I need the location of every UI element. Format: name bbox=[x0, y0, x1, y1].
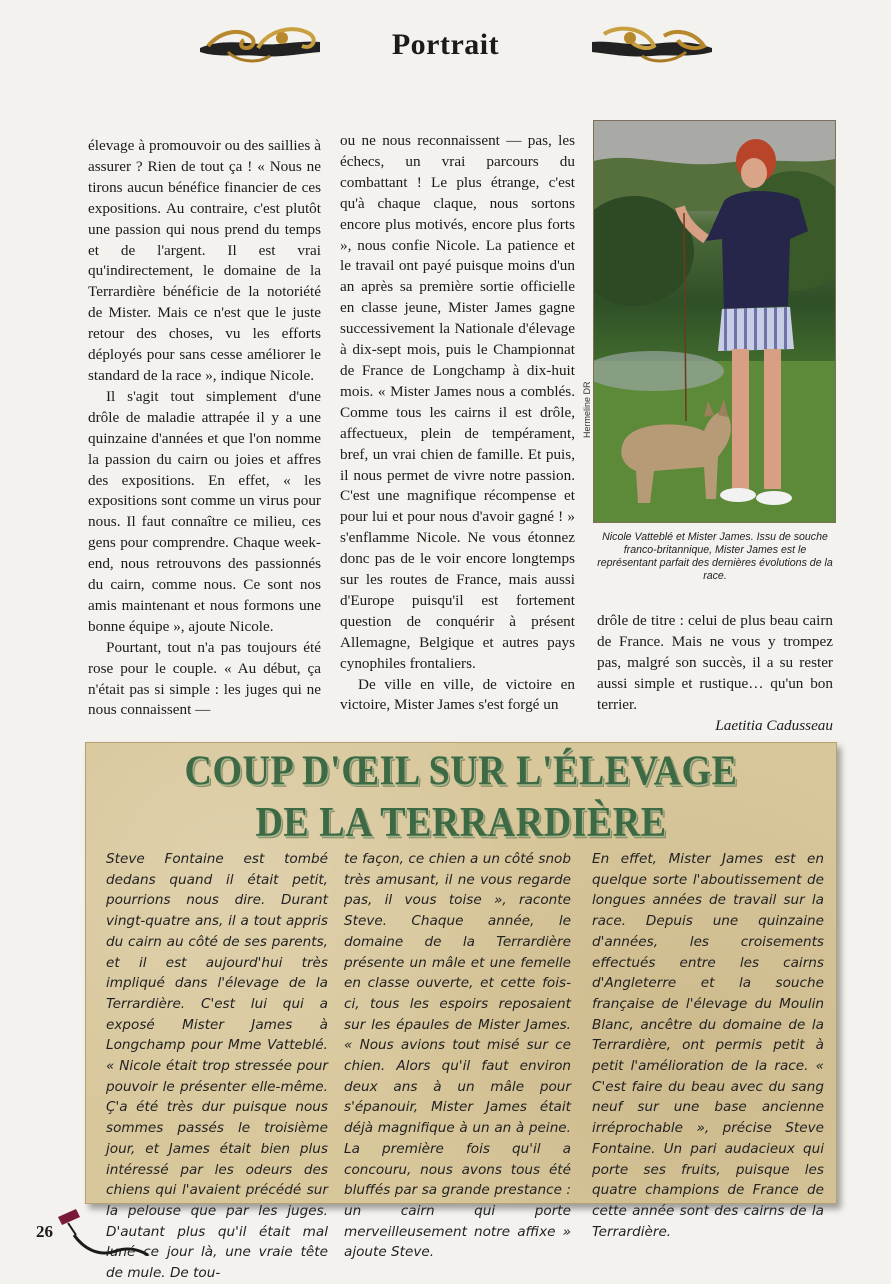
paragraph: drôle de titre : celui de plus beau cairn de France. Mais ne vous y trompez pas, malgré son succès, il a su rester aussi simple et rustique… qu'un bon terrier. bbox=[597, 612, 833, 713]
box-column-1: Steve Fontaine est tombé dedans quand il était petit, pourrions nous dire. Durant vingt-quatre ans, il a tout appris du cairn au côté de ses parents, et il est aujourd'hui très impliqué dans l'élevage de la Terrardière. C'est lui qui a exposé Mister James à Longchamp pour Mme Vatteblé. « Nicole était trop stressée pour pouvoir le présenter elle-même. Ç'a été très dur puisque nous sommes passés le troisième jour, et James était bien plus intéressé par les odeurs des chiens qui l'avaient précédé sur la pelouse que par les juges. D'autant plus qu'il était mal luné ce jour là, une vraie tête de mule. De tou- bbox=[106, 851, 328, 1282]
section-title: Portrait bbox=[391, 28, 500, 61]
author-signature: Laetitia Cadusseau bbox=[715, 716, 833, 734]
box-title-line-1: COUP D'ŒIL SUR L'ÉLEVAGE bbox=[184, 747, 738, 795]
box-title bbox=[86, 745, 836, 848]
article-column-1 bbox=[88, 136, 321, 721]
paragraph: Il s'agit tout simplement d'une drôle de maladie attrapée il y a une quinzaine d'années et que l'on nomme la passion du cairn ou joies et affres des expositions. En effet, « les expositions sont comme un virus pour nous. Il faut connaître ce milieu, ces gens pour comprendre. Chaque week-end, nous retrouvons des passionnés du cairn, comme nous. Ce sont nos amis maintenant et nous formons une bonne équipe », ajoute Nicole. bbox=[88, 387, 321, 635]
paragraph: Pourtant, tout n'a pas toujours été rose pour le couple. « Au début, ça n'était pas si simple : les juges qui ne nous connaissent — bbox=[88, 638, 321, 719]
page-number: 26 bbox=[36, 1222, 53, 1241]
article-column-3 bbox=[597, 611, 833, 736]
box-column-3: En effet, Mister James est en quelque sorte l'aboutissement de longues années de travail sur la race. Depuis une quinzaine d'années, les croisements effectués entre les cairns d'Angleterre et la souche française de l'élevage du Moulin Blanc, ancêtre du domaine de la Terrardière, ont permis petit à petit l'amélioration de la race. « C'est faire du beau avec du sang neuf sur une base ancienne irréprochable », précise Steve Fontaine. Un pari audacieux qui porte ses fruits, puisque les quatre champions de France de cette année sont des cairns de la Terrardière. bbox=[592, 851, 824, 1240]
photo-credit: Hermeline DR bbox=[582, 381, 592, 438]
sidebar-box bbox=[85, 742, 837, 1282]
paragraph: De ville en ville, de victoire en victoire, Mister James s'est forgé un bbox=[340, 675, 575, 714]
pen-swoosh-icon bbox=[54, 1205, 154, 1265]
box-column-2: te façon, ce chien a un côté snob très amusant, il ne vous regarde pas, il vous toise », raconte Steve. Chaque année, le domaine de la Terrardière présente un mâle et une femelle en classe ouverte, et cette fois-ci, tous les espoirs reposaient sur les épaules de Mister James. « Nous avions tout misé sur ce chien. Alors qu'il faut environ deux ans à un mâle pour s'épanouir, Mister James était déjà magnifique à un an à peine. La première fois qu'il a concouru, nous avons tous été bluffés par sa grande prestance : un cairn qui porte merveilleusement notre affixe » ajoute Steve. bbox=[344, 851, 571, 1261]
box-title-line-2: DE LA TERRARDIÈRE bbox=[255, 799, 667, 847]
paragraph: ou ne nous reconnaissent — pas, les échecs, un vrai parcours du combattant ! Le plus étrange, c'est qu'à chaque claque, nous sortons encore plus motivés, encore plus forts », nous confie Nicole. La patience et le travail ont payé puisque moins d'un an après sa première sortie officielle en classe jeune, Mister James gagne successivement la Nationale d'élevage à dix-sept mois, puis le Championnat de France de Longchamp à dix-huit mois. « Mister James nous a comblés. Comme tous les cairns il est drôle, affectueux, plein de tempérament, bref, un vrai chien de famille. Et puis, il nous permet de vivre notre passion. C'est une magnifique récompense et pour lui et pour nous d'avoir gagné ! » s'enflamme Nicole. Ne vous étonnez donc pas de le voir encore longtemps sur les routes de France, mais aussi d'Europe puisqu'il est fortement question de conquérir à présent Allemagne, Belgique et autres pays cynophiles frontaliers. bbox=[340, 132, 575, 672]
article-column-2 bbox=[340, 131, 575, 716]
photo-woman-with-cairn-terrier bbox=[593, 120, 836, 523]
paragraph: élevage à promouvoir ou des saillies à assurer ? Rien de tout ça ! « Nous ne tirons aucun bénéfice financier de ces expositions. Au contraire, c'est plutôt une passion qui nous prend du temps et de l'argent. Il est vrai qu'indirectement, le domaine de la Terrardière bénéficie de la notoriété de Mister. Mais ce n'est que le juste retour des choses, vu les efforts déployés pour sans cesse améliorer le standard de la race », indique Nicole. bbox=[88, 137, 321, 384]
photo-illustration bbox=[594, 121, 835, 522]
photo-caption: Nicole Vattеblé et Mister James. Issu de souche franco-britannique, Mister James est le représentant parfait des dernières évolutions de la race. bbox=[597, 531, 833, 582]
